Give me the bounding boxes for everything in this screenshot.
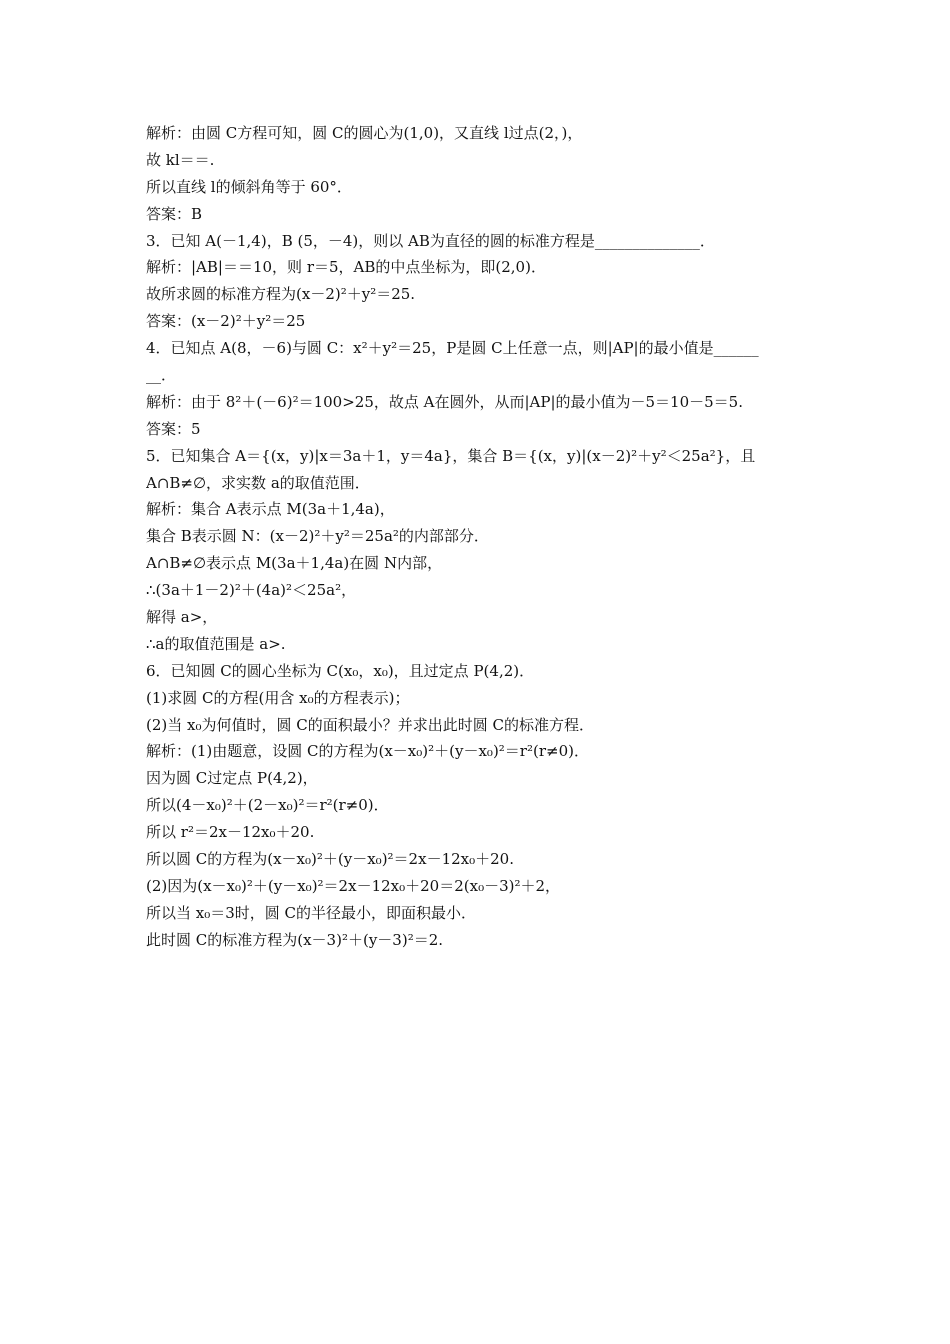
- text-line: 解析：由圆 C方程可知，圆 C的圆心为(1,0)，又直线 l过点(2，)，: [146, 124, 583, 142]
- text-line: 集合 B表示圆 N：(x－2)²＋y²＝25a²的内部部分．: [146, 527, 489, 546]
- text-line: 所以直线 l的倾斜角等于 60°．: [146, 177, 352, 196]
- text-line: 所以圆 C的方程为(x－x₀)²＋(y－x₀)²＝2x－12x₀＋20.: [146, 850, 514, 869]
- text-line: (1)求圆 C的方程(用含 x₀的方程表示)；: [146, 688, 410, 707]
- text-line: 解得 a>，: [146, 608, 218, 627]
- text-line: 解析：集合 A表示点 M(3a＋1,4a)，: [146, 500, 395, 519]
- text-line: 故所求圆的标准方程为(x－2)²＋y²＝25.: [146, 285, 416, 304]
- text-line: 此时圆 C的标准方程为(x－3)²＋(y－3)²＝2.: [146, 930, 444, 949]
- text-line: 解析：由于 8²＋(－6)²＝100>25，故点 A在圆外，从而|AP|的最小值为－5＝10－5＝5.: [146, 392, 743, 411]
- text-line: 因为圆 C过定点 P(4,2)，: [146, 769, 318, 788]
- text-line: 答案：(x－2)²＋y²＝25: [146, 312, 306, 331]
- text-line: 3．已知 A(－1,4)，B (5，－4)，则以 AB为直径的圆的标准方程是______________．: [146, 231, 715, 250]
- text-line: (2)因为(x－x₀)²＋(y－x₀)²＝2x－12x₀＋20＝2(x₀－3)²＋2，: [146, 876, 561, 895]
- text-line: 解析：(1)由题意，设圆 C的方程为(x－x₀)²＋(y－x₀)²＝r²(r≠0)．: [146, 742, 589, 761]
- text-line: 4．已知点 A(8，－6)与圆 C：x²＋y²＝25，P是圆 C上任意一点，则|AP|的最小值是______: [146, 339, 759, 358]
- text-line: ∴a的取值范围是 a>.: [146, 634, 286, 653]
- text-line: 答案：B: [146, 204, 203, 223]
- text-line: 所以(4－x₀)²＋(2－x₀)²＝r²(r≠0)．: [146, 796, 389, 815]
- text-line: 解析：|AB|＝＝10，则 r＝5，AB的中点坐标为，即(2,0)．: [146, 258, 546, 277]
- text-line: ∴(3a＋1－2)²＋(4a)²＜25a²，: [146, 581, 357, 600]
- text-line: A∩B≠∅，求实数 a的取值范围．: [146, 473, 370, 492]
- text-line: 故 kl＝＝.: [146, 150, 215, 169]
- text-line: 5．已知集合 A＝{(x，y)|x＝3a＋1，y＝4a}，集合 B＝{(x，y)|(x－2)²＋y²＜25a²}，且: [146, 446, 756, 465]
- text-line: __．: [146, 366, 177, 385]
- text-line: 答案：5: [146, 419, 201, 438]
- text-line: 所以 r²＝2x－12x₀＋20.: [146, 823, 315, 842]
- document-body: [146, 120, 816, 954]
- text-line: A∩B≠∅表示点 M(3a＋1,4a)在圆 N内部，: [146, 554, 443, 573]
- text-line: (2)当 x₀为何值时，圆 C的面积最小？并求出此时圆 C的标准方程．: [146, 715, 594, 734]
- text-line: 6．已知圆 C的圆心坐标为 C(x₀，x₀)，且过定点 P(4,2)．: [146, 661, 535, 680]
- text-line: 所以当 x₀＝3时，圆 C的半径最小，即面积最小．: [146, 903, 477, 922]
